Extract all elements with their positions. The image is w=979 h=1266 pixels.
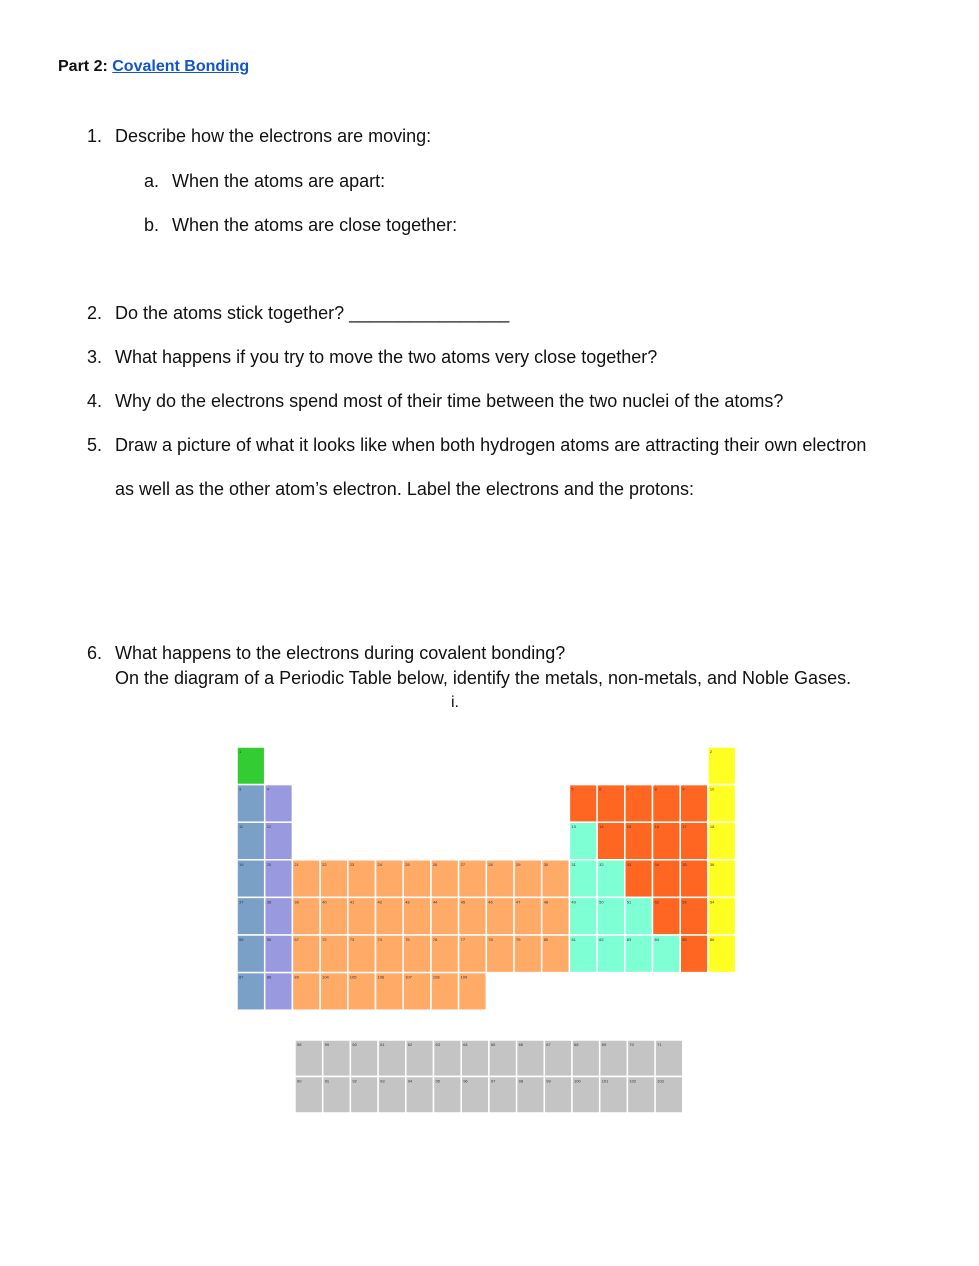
element-cell-89: [292, 973, 320, 1011]
element-cell-19: [237, 860, 265, 898]
element-cell-6: [597, 785, 625, 823]
atomic-number-label: 103: [657, 1078, 664, 1084]
element-cell-16: [653, 822, 681, 860]
atomic-number-label: 18: [709, 824, 715, 830]
atomic-number-label: 72: [322, 937, 327, 942]
atomic-number-label: 14: [599, 824, 604, 830]
atomic-number-label: 39: [294, 899, 299, 905]
element-cell-21: [292, 860, 320, 898]
element-cell-18: [708, 822, 736, 860]
atomic-number-label: 100: [574, 1078, 581, 1084]
element-cell-13: [569, 822, 597, 860]
atomic-number-label: 86: [709, 937, 715, 942]
atomic-number-label: 65: [490, 1042, 496, 1047]
question-text: as well as the other atom’s electron. Label the electrons and the protons:: [115, 479, 695, 499]
element-cell-1: [237, 747, 265, 785]
atomic-number-label: 99: [546, 1078, 551, 1084]
atomic-number-label: 88: [266, 974, 272, 980]
question-text: When the atoms are close together:: [172, 215, 458, 235]
atomic-number-label: 96: [463, 1078, 468, 1084]
element-cell-75: [403, 935, 431, 973]
element-cell-102: [627, 1077, 655, 1114]
element-cell-53: [680, 897, 708, 935]
element-cell-55: [237, 935, 265, 973]
atomic-number-label: 81: [571, 937, 576, 942]
element-cell-52: [653, 897, 681, 935]
atomic-number-label: 33: [626, 861, 632, 867]
element-cell-34: [653, 860, 681, 898]
atomic-number-label: 73: [349, 937, 355, 942]
question-text: Draw a picture of what it looks like when both hydrogen atoms are attracting their own electron: [115, 435, 867, 455]
atomic-number-label: 26: [432, 861, 438, 867]
atomic-number-label: 57: [294, 937, 299, 942]
element-cell-54: [708, 897, 736, 935]
element-cell-49: [569, 897, 597, 935]
element-cell-103: [655, 1077, 683, 1114]
atomic-number-label: 97: [490, 1078, 496, 1084]
atomic-number-label: 50: [599, 899, 604, 905]
element-cell-44: [431, 897, 459, 935]
element-cell-85: [680, 935, 708, 973]
atomic-number-label: 10: [709, 786, 715, 792]
element-cell-94: [406, 1077, 434, 1114]
atomic-number-label: 54: [709, 899, 715, 905]
element-cell-106: [376, 973, 404, 1011]
element-cell-32: [597, 860, 625, 898]
atomic-number-label: 6: [599, 786, 602, 792]
element-cell-9: [680, 785, 708, 823]
element-cell-8: [653, 785, 681, 823]
element-cell-80: [542, 935, 570, 973]
element-cell-83: [625, 935, 653, 973]
element-cell-87: [237, 973, 265, 1011]
atomic-number-label: 92: [352, 1078, 357, 1084]
atomic-number-label: 56: [266, 937, 272, 942]
element-cell-20: [265, 860, 293, 898]
atomic-number-label: 31: [571, 861, 576, 867]
element-cell-7: [625, 785, 653, 823]
atomic-number-label: 101: [601, 1078, 609, 1084]
element-cell-91: [323, 1077, 351, 1114]
question-number: 1.: [86, 126, 102, 146]
atomic-number-label: 1: [239, 749, 242, 754]
atomic-number-label: 85: [682, 937, 687, 942]
element-cell-71: [655, 1040, 683, 1077]
question-number: 2.: [86, 303, 102, 323]
element-cell-10: [708, 785, 736, 823]
element-cell-60: [350, 1040, 378, 1077]
element-cell-97: [489, 1077, 517, 1114]
atomic-number-label: 45: [460, 899, 466, 905]
element-cell-100: [572, 1077, 600, 1114]
atomic-number-label: 102: [629, 1078, 637, 1084]
atomic-number-label: 93: [380, 1078, 385, 1084]
atomic-number-label: 89: [294, 974, 299, 980]
element-cell-27: [459, 860, 487, 898]
element-cell-3: [237, 785, 265, 823]
element-cell-26: [431, 860, 459, 898]
atomic-number-label: 61: [380, 1042, 385, 1047]
atomic-number-label: 5: [571, 786, 574, 792]
element-cell-73: [348, 935, 376, 973]
element-cell-24: [376, 860, 404, 898]
element-cell-40: [320, 897, 348, 935]
element-cell-92: [350, 1077, 378, 1114]
atomic-number-label: 38: [266, 899, 272, 905]
question-text: Do the atoms stick together? ________________: [115, 303, 510, 323]
atomic-number-label: 20: [266, 861, 272, 867]
element-cell-42: [376, 897, 404, 935]
atomic-number-label: 44: [432, 899, 438, 905]
question-text: Why do the electrons spend most of their time between the two nuclei of the atoms?: [115, 391, 784, 411]
element-cell-39: [292, 897, 320, 935]
element-cell-17: [680, 822, 708, 860]
element-cell-51: [625, 897, 653, 935]
atomic-number-label: 84: [654, 937, 659, 942]
question-number: 4.: [86, 391, 102, 411]
element-cell-79: [514, 935, 542, 973]
atomic-number-label: 19: [239, 861, 244, 867]
element-cell-59: [323, 1040, 351, 1077]
atomic-number-label: 77: [460, 937, 466, 942]
element-cell-70: [627, 1040, 655, 1077]
element-cell-62: [406, 1040, 434, 1077]
atomic-number-label: 40: [322, 899, 327, 905]
atomic-number-label: 64: [463, 1042, 468, 1047]
element-cell-98: [517, 1077, 545, 1114]
element-cell-84: [653, 935, 681, 973]
element-cell-5: [569, 785, 597, 823]
atomic-number-label: 76: [432, 937, 438, 942]
element-cell-57: [292, 935, 320, 973]
atomic-number-label: 68: [574, 1042, 579, 1047]
atomic-number-label: 8: [654, 786, 657, 792]
element-cell-4: [265, 785, 293, 823]
atomic-number-label: 62: [407, 1042, 413, 1047]
element-cell-47: [514, 897, 542, 935]
element-cell-61: [378, 1040, 406, 1077]
element-cell-46: [486, 897, 514, 935]
element-cell-12: [265, 822, 293, 860]
element-cell-30: [542, 860, 570, 898]
atomic-number-label: 53: [682, 899, 687, 905]
element-cell-37: [237, 897, 265, 935]
element-cell-72: [320, 935, 348, 973]
atomic-number-label: 17: [682, 824, 687, 830]
element-cell-25: [403, 860, 431, 898]
atomic-number-label: 9: [682, 786, 685, 792]
atomic-number-label: 30: [543, 861, 549, 867]
atomic-number-label: 58: [297, 1042, 302, 1047]
atomic-number-label: 34: [654, 861, 659, 867]
atomic-number-label: 24: [377, 861, 382, 867]
atomic-number-label: 43: [405, 899, 410, 905]
element-cell-81: [569, 935, 597, 973]
atomic-number-label: 108: [432, 974, 440, 980]
element-cell-86: [708, 935, 736, 973]
element-cell-88: [265, 973, 293, 1011]
element-cell-63: [434, 1040, 462, 1077]
atomic-number-label: 4: [266, 786, 269, 792]
atomic-number-label: 29: [516, 861, 521, 867]
atomic-number-label: 80: [543, 937, 549, 942]
question-number: 3.: [86, 347, 102, 367]
atomic-number-label: 105: [349, 974, 357, 980]
atomic-number-label: 79: [516, 937, 521, 942]
atomic-number-label: 71: [657, 1042, 662, 1047]
heading-prefix: Part 2:: [58, 58, 108, 75]
atomic-number-label: 42: [377, 899, 382, 905]
list-marker-i: i.: [451, 694, 459, 711]
atomic-number-label: 98: [518, 1078, 524, 1084]
atomic-number-label: 109: [460, 974, 468, 980]
atomic-number-label: 27: [460, 861, 466, 867]
atomic-number-label: 41: [349, 899, 355, 905]
atomic-number-label: 11: [239, 824, 244, 830]
atomic-number-label: 12: [266, 824, 272, 830]
atomic-number-label: 32: [599, 861, 604, 867]
atomic-number-label: 106: [377, 974, 385, 980]
question-text: Describe how the electrons are moving:: [115, 126, 432, 146]
element-cell-107: [403, 973, 431, 1011]
element-cell-101: [600, 1077, 628, 1114]
atomic-number-label: 25: [405, 861, 410, 867]
atomic-number-label: 2: [709, 749, 713, 754]
atomic-number-label: 47: [516, 899, 521, 905]
element-cell-67: [544, 1040, 572, 1077]
atomic-number-label: 94: [407, 1078, 413, 1084]
element-cell-41: [348, 897, 376, 935]
atomic-number-label: 13: [571, 824, 576, 830]
element-cell-58: [295, 1040, 323, 1077]
element-cell-90: [295, 1077, 323, 1114]
atomic-number-label: 52: [654, 899, 659, 905]
atomic-number-label: 69: [601, 1042, 607, 1047]
covalent-bonding-link[interactable]: Covalent Bonding: [112, 58, 250, 75]
atomic-number-label: 37: [239, 899, 244, 905]
element-cell-38: [265, 897, 293, 935]
element-cell-77: [459, 935, 487, 973]
element-cell-50: [597, 897, 625, 935]
element-cell-48: [542, 897, 570, 935]
atomic-number-label: 51: [626, 899, 632, 905]
atomic-number-label: 49: [571, 899, 576, 905]
atomic-number-label: 35: [682, 861, 687, 867]
atomic-number-label: 60: [352, 1042, 357, 1047]
atomic-number-label: 48: [543, 899, 549, 905]
element-cell-95: [434, 1077, 462, 1114]
question-text: On the diagram of a Periodic Table below, identify the metals, non-metals, and Noble Gases.: [115, 668, 852, 688]
atomic-number-label: 63: [435, 1042, 440, 1047]
atomic-number-label: 75: [405, 937, 410, 942]
atomic-number-label: 70: [629, 1042, 634, 1047]
atomic-number-label: 46: [488, 899, 493, 905]
question-number: a.: [143, 171, 159, 191]
atomic-number-label: 95: [435, 1078, 440, 1084]
element-cell-109: [459, 973, 487, 1011]
element-cell-45: [459, 897, 487, 935]
atomic-number-label: 104: [322, 974, 329, 980]
atomic-number-label: 66: [518, 1042, 524, 1047]
question-text: What happens if you try to move the two atoms very close together?: [115, 347, 658, 367]
atomic-number-label: 91: [324, 1078, 330, 1084]
element-cell-96: [461, 1077, 489, 1114]
element-cell-29: [514, 860, 542, 898]
atomic-number-label: 23: [349, 861, 355, 867]
element-cell-65: [489, 1040, 517, 1077]
element-cell-66: [517, 1040, 545, 1077]
atomic-number-label: 16: [654, 824, 659, 830]
question-text: When the atoms are apart:: [172, 171, 386, 191]
question-text: What happens to the electrons during covalent bonding?: [115, 643, 566, 663]
element-cell-23: [348, 860, 376, 898]
atomic-number-label: 67: [546, 1042, 551, 1047]
element-cell-68: [572, 1040, 600, 1077]
atomic-number-label: 107: [405, 974, 412, 980]
element-cell-36: [708, 860, 736, 898]
element-cell-104: [320, 973, 348, 1011]
atomic-number-label: 22: [322, 861, 327, 867]
element-cell-22: [320, 860, 348, 898]
element-cell-15: [625, 822, 653, 860]
element-cell-108: [431, 973, 459, 1011]
element-cell-11: [237, 822, 265, 860]
atomic-number-label: 74: [377, 937, 382, 942]
element-cell-31: [569, 860, 597, 898]
atomic-number-label: 21: [294, 861, 299, 867]
element-cell-82: [597, 935, 625, 973]
element-cell-56: [265, 935, 293, 973]
element-cell-28: [486, 860, 514, 898]
atomic-number-label: 82: [599, 937, 604, 942]
element-cell-74: [376, 935, 404, 973]
atomic-number-label: 55: [239, 937, 244, 942]
atomic-number-label: 15: [626, 824, 632, 830]
element-cell-14: [597, 822, 625, 860]
atomic-number-label: 90: [297, 1078, 302, 1084]
element-cell-33: [625, 860, 653, 898]
atomic-number-label: 78: [488, 937, 493, 942]
element-cell-76: [431, 935, 459, 973]
question-number: 6.: [86, 643, 102, 663]
element-cell-2: [708, 747, 736, 785]
atomic-number-label: 28: [488, 861, 493, 867]
element-cell-105: [348, 973, 376, 1011]
element-cell-78: [486, 935, 514, 973]
element-cell-64: [461, 1040, 489, 1077]
question-number: 5.: [86, 435, 102, 455]
element-cell-69: [600, 1040, 628, 1077]
atomic-number-label: 3: [239, 786, 242, 792]
element-cell-93: [378, 1077, 406, 1114]
element-cell-35: [680, 860, 708, 898]
atomic-number-label: 87: [239, 974, 244, 980]
atomic-number-label: 59: [324, 1042, 330, 1047]
atomic-number-label: 7: [626, 786, 630, 792]
element-cell-99: [544, 1077, 572, 1114]
question-number: b.: [143, 215, 159, 235]
atomic-number-label: 36: [709, 861, 715, 867]
atomic-number-label: 83: [626, 937, 632, 942]
element-cell-43: [403, 897, 431, 935]
